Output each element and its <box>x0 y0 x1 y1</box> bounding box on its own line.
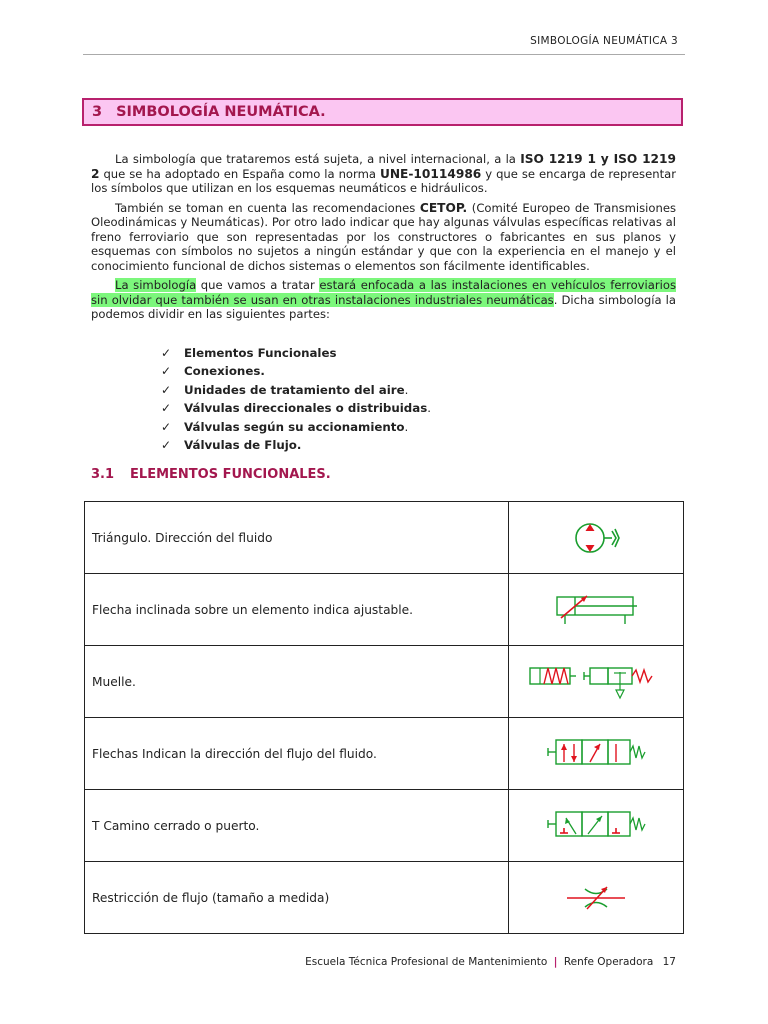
subsection-heading <box>91 467 331 482</box>
symbol-cell <box>508 574 683 646</box>
symbol-description: Muelle. <box>85 646 509 718</box>
intro-text <box>91 152 676 327</box>
flow-arrows-valve-symbol-icon <box>546 734 646 774</box>
symbol-description: Flechas Indican la dirección del flujo del fluido. <box>85 718 509 790</box>
text-run: La simbología que trataremos está sujeta, a nivel internacional, a la <box>115 152 521 166</box>
paragraph-3 <box>91 278 676 322</box>
footer-company: Renfe Operadora <box>563 956 654 968</box>
flow-restriction-symbol-icon <box>561 883 631 913</box>
text-run: que se ha adoptado en España como la norma <box>99 166 380 181</box>
symbol-description: Flecha inclinada sobre un elemento indica ajustable. <box>85 574 509 646</box>
checklist-label: Válvulas de Flujo. <box>184 438 302 453</box>
closed-port-valve-symbol-icon <box>546 806 646 846</box>
checklist-item <box>161 344 431 362</box>
symbol-cell <box>508 862 683 934</box>
text-run: También se toman en cuenta las recomendaciones <box>115 200 420 215</box>
checklist-trail: . <box>427 401 431 416</box>
paragraph-2 <box>91 201 676 274</box>
checkmark-icon: ✓ <box>161 382 172 397</box>
text-run: y que se encarga de representar los símbolos que utilizan en los esquemas neumáticos e hidráulicos. <box>91 166 676 195</box>
symbol-cell <box>508 790 683 862</box>
checkmark-icon: ✓ <box>161 419 172 434</box>
iso-standard: ISO 1219 1 y ISO 1219 2 <box>91 152 676 181</box>
running-header: SIMBOLOGÍA NEUMÁTICA 3 <box>530 35 678 47</box>
parts-checklist <box>161 344 431 454</box>
table-row <box>85 574 684 646</box>
checklist-label: Conexiones. <box>184 364 265 379</box>
table-row <box>85 790 684 862</box>
motor-triangle-symbol-icon <box>566 518 626 558</box>
checkmark-icon: ✓ <box>161 401 172 416</box>
checklist-trail: . <box>404 382 409 397</box>
paragraph-1 <box>91 152 676 196</box>
checklist-label: Válvulas direccionales o distribuidas <box>184 401 428 416</box>
checkmark-icon: ✓ <box>161 346 172 360</box>
symbol-description: Restricción de flujo (tamaño a medida) <box>85 862 509 934</box>
page-footer <box>305 956 676 968</box>
adjustable-cylinder-symbol-icon <box>551 592 641 628</box>
une-standard: UNE-10114986 <box>379 166 482 181</box>
subsection-number: 3.1 <box>91 467 115 482</box>
symbol-description: Triángulo. Dirección del fluido <box>85 502 509 574</box>
symbols-table <box>84 501 684 934</box>
text-run: (Comité Europeo de Transmisiones Oleodinámicas y Neumáticas). Por otro lado indicar que hay algunas válvulas específicas relativas al freno ferroviario que son representadas por los constructores o fabricantes en sus planos y esquemas con símbolos no sujetos a ningún estándar y que con la experiencia en el manejo y el conocimiento funcional de dichos sistemas o elementos son fácilmente identificables. <box>91 200 676 273</box>
spring-valve-symbol-icon <box>528 660 664 704</box>
table-row <box>85 718 684 790</box>
checkmark-icon: ✓ <box>161 364 172 379</box>
checklist-trail: . <box>404 419 409 434</box>
footer-separator: | <box>553 956 558 968</box>
table-row <box>85 862 684 934</box>
section-number: 3 <box>92 104 103 120</box>
symbol-cell <box>508 646 683 718</box>
checkmark-icon: ✓ <box>161 438 172 453</box>
table-row <box>85 646 684 718</box>
checklist-label: Unidades de tratamiento del aire <box>184 382 405 397</box>
text-run: . Dicha simbología la podemos dividir en las siguientes partes: <box>91 292 676 321</box>
checklist-item <box>161 362 431 380</box>
page-number: 17 <box>662 956 676 968</box>
symbol-cell <box>508 718 683 790</box>
text-run: que vamos a tratar <box>196 278 320 292</box>
highlighted-text: La simbología <box>115 278 197 292</box>
table-row <box>85 502 684 574</box>
symbol-cell <box>508 502 683 574</box>
footer-school: Escuela Técnica Profesional de Mantenimiento <box>305 956 548 968</box>
checklist-label: Elementos Funcionales <box>184 346 337 360</box>
highlighted-text: estará enfocada a las instalaciones en vehículos ferroviarios sin olvidar que también se usan en otras instalaciones industriales neumáticas <box>91 278 676 307</box>
checklist-label: Válvulas según su accionamiento <box>184 419 405 434</box>
symbol-description: T Camino cerrado o puerto. <box>85 790 509 862</box>
section-title: SIMBOLOGÍA NEUMÁTICA. <box>116 104 326 120</box>
header-divider <box>83 54 685 55</box>
checklist-item <box>161 381 431 399</box>
checklist-item <box>161 436 431 454</box>
subsection-title: ELEMENTOS FUNCIONALES. <box>130 467 331 482</box>
cetop-acronym: CETOP. <box>419 200 468 215</box>
section-heading <box>82 98 683 126</box>
checklist-item <box>161 418 431 436</box>
checklist-item <box>161 399 431 417</box>
